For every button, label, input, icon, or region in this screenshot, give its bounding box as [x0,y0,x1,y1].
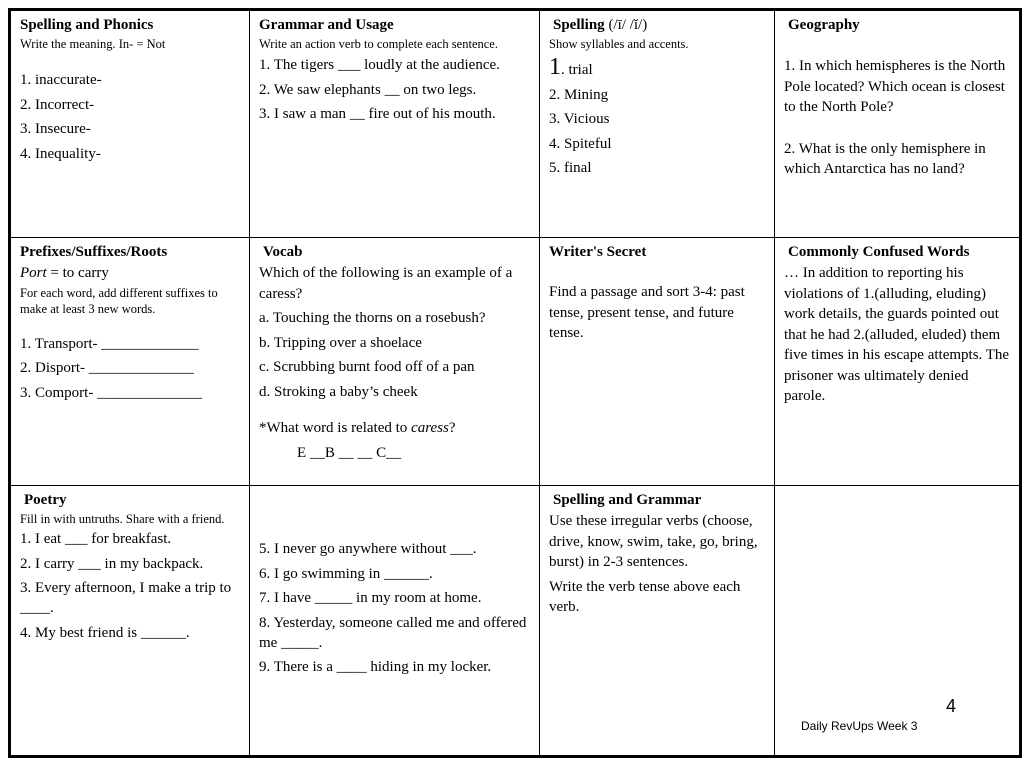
word-blanks: E __B __ __ C__ [297,444,402,461]
list-item: 1. The tigers ___ loudly at the audience. [259,57,500,73]
list-item: 6. I go swimming in ______. [259,565,433,582]
list-item: 4. Inequality- [20,145,101,162]
list-item: 3. I saw a man __ fire out of his mouth. [259,106,496,122]
worksheet-grid [8,8,1022,758]
question-text: 1. In which hemispheres is the North Pole located? Which ocean is closest to the North Pole? [784,58,1006,115]
root-definition: Port = to carry [20,265,109,281]
list-item: 8. Yesterday, someone called me and offered me _____. [259,614,527,651]
cell-title: Writer's Secret [549,244,647,260]
passage-text: … In addition to reporting his violations of 1.(alluding, eluding) work details, the guards pointed out that he had 2.(alluded, eluded) them five times in his escape attempts. The prisoner was ultimately denied parole. [784,265,1010,404]
list-item: 1. inaccurate- [20,72,102,88]
cell-poetry [11,486,250,755]
question-text: Which of the following is an example of a caress? [259,265,513,302]
cell-title: Spelling and Grammar [553,492,702,508]
cell-instruction: Fill in with untruths. Share with a friend. [20,512,225,526]
cell-instruction: Write the meaning. In- = Not [20,37,166,51]
cell-vocab [250,238,540,486]
cell-spelling-grammar [540,486,775,755]
cell-title: Grammar and Usage [259,17,394,33]
list-item: 4. Spiteful [549,135,612,152]
list-item: 3. Vicious [549,111,610,127]
cell-commonly-confused-words [775,238,1019,486]
cell-spelling-phonics [11,11,250,238]
list-item: 2. Mining [549,86,609,103]
list-item: 5. final [549,160,592,176]
list-item: 2. I carry ___ in my backpack. [20,555,204,572]
cell-title: Spelling (/ī/ /ĭ/) [553,17,648,33]
cell-instruction: For each word, add different suffixes to make at least 3 new words. [20,285,218,316]
cell-poetry-continued [250,486,540,755]
list-item: 7. I have _____ in my room at home. [259,590,482,606]
cell-instruction: Write an action verb to complete each sentence. [259,37,498,51]
cell-title: Vocab [263,244,303,260]
cell-prefixes-suffixes-roots [11,238,250,486]
list-item: 4. My best friend is ______. [20,624,190,641]
list-item: 1. I eat ___ for breakfast. [20,531,172,547]
answer-option: a. Touching the thorns on a rosebush? [259,310,486,326]
answer-option: c. Scrubbing burnt food off of a pan [259,359,475,375]
cell-grammar-usage [250,11,540,238]
list-item: 2. Disport- ______________ [20,360,194,376]
question-text: 2. What is the only hemisphere in which Antarctica has no land? [784,140,986,177]
list-item: 9. There is a ____ hiding in my locker. [259,659,492,675]
cell-empty-footer [775,486,1019,755]
list-item: 3. Every afternoon, I make a trip to ____. [20,580,232,616]
cell-title: Geography [788,17,860,33]
list-item: 1. trial [549,54,593,80]
list-item: 2. Incorrect- [20,96,95,113]
cell-geography [775,11,1019,238]
answer-option: b. Tripping over a shoelace [259,334,422,351]
task-text: Use these irregular verbs (choose, drive, know, swim, take, go, bring, burst) in 2-3 sentences. [549,513,758,570]
list-item: 1. Transport- _____________ [20,335,199,352]
list-item: 3. Insecure- [20,121,91,137]
cell-title: Prefixes/Suffixes/Roots [20,244,168,260]
task-text: Find a passage and sort 3-4: past tense, present tense, and future tense. [549,284,745,341]
cell-spelling-accents [540,11,775,238]
related-word-prompt: *What word is related to caress? [259,420,456,436]
answer-option: d. Stroking a baby’s cheek [259,383,418,400]
footer-label: Daily RevUps Week 3 [801,719,918,733]
task-text: Write the verb tense above each verb. [549,578,741,615]
list-item: 2. We saw elephants __ on two legs. [259,81,477,98]
cell-title: Spelling and Phonics [20,17,154,33]
list-item: 5. I never go anywhere without ___. [259,541,477,557]
cell-title: Commonly Confused Words [788,244,970,260]
page-number: 4 [945,696,956,716]
cell-writers-secret [540,238,775,486]
cell-title: Poetry [24,492,67,508]
list-item: 3. Comport- ______________ [20,384,203,401]
cell-instruction: Show syllables and accents. [549,37,689,51]
